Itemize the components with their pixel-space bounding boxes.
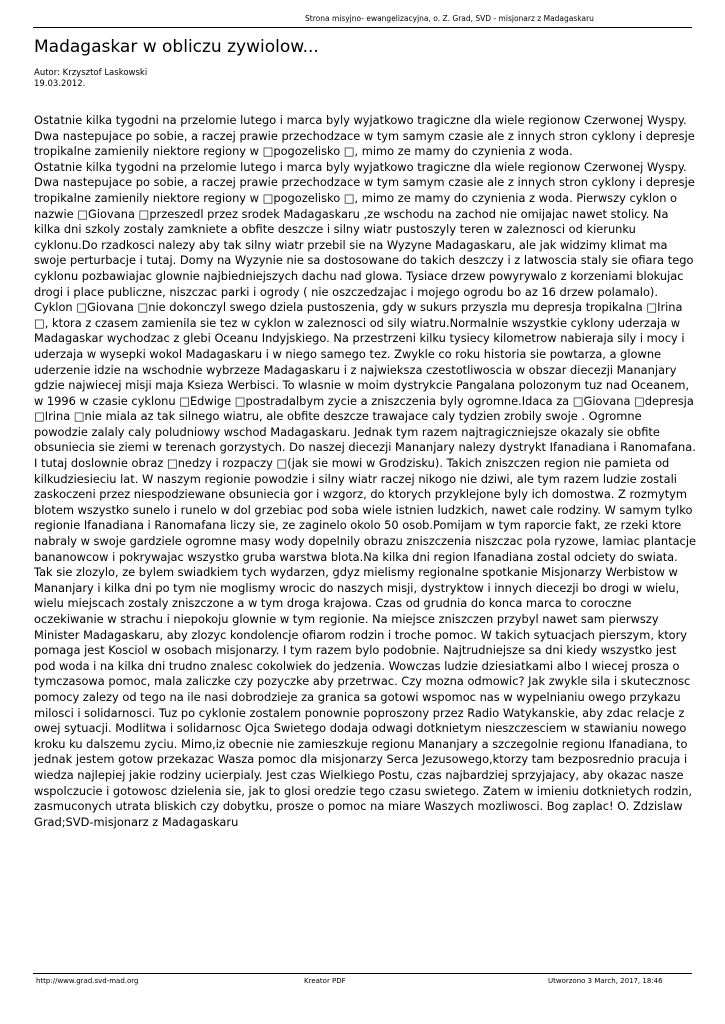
footer-generator: Kreator PDF [304,977,346,985]
footer-created: Utworzono 3 March, 2017, 18:46 [548,977,663,985]
paragraph-intro: Ostatnie kilka tygodni na przelomie lutego i marca byly wyjatkowo tragiczne dla wiele regionow Czerwonej Wyspy. Dwa nastepujace po sobie, a raczej prawie przechodzace w tym samym czasie ale z innych stron cyklony i depresje tropikalne zamienily niektore regiony w □pogozelisko □, mimo ze mamy do czynienia z woda. [34,113,695,159]
footer-divider [33,973,692,974]
footer-url: http://www.grad.svd-mad.org [36,977,139,985]
paragraph-main: Ostatnie kilka tygodni na przelomie lutego i marca byly wyjatkowo tragiczne dla wiele regionow Czerwonej Wyspy. Dwa nastepujace po sobie, a raczej prawie przechodzace w tym samym czasie ale z innych stron cyklony i depresje tropikalne zamienily niektore regiony w □pogozelisko □, mimo ze mamy do czynienia z woda. Pierwszy cyklon o nazwie □Giovana □przeszedl przez srodek Madagaskaru ,ze wschodu na zachod nie omijajac nawet stolicy. Na kilka dni szkoly zostaly zamkniete a obfite deszcze i silny wiatr pustoszyly teren w zaleznosci od kierunku cyklonu.Do rzadkosci nalezy aby tak silny wiatr przebil sie na Wyzyne Madagaskaru, ale jak widzimy klimat ma swoje perturbacje i tutaj. Domy na Wyzynie nie sa dostosowane do takich deszczy i z latwoscia staly sie ofiara tego cyklonu pozbawiajac glownie najbiedniejszych dachu nad glowa. Tysiace drzew powyrywalo z korzeniami blokujac drogi i place publiczne, niszczac parki i ogrody ( nie oszczedzajac i mojego ogrodu bo az 16 drzew polamalo). Cyklon □Giovana □nie dokonczyl swego dziela pustoszenia, gdy w sukurs przyszla mu depresja tropikalna □Irina □, ktora z czasem zamienila sie tez w cyklon w zaleznosci od sily wiatru.Normalnie wszystkie cyklony uderzaja w Madagaskar wychodzac z glebi Oceanu Indyjskiego. Na przestrzeni kilku tysiecy kilometrow nabieraja sily i mocy i uderzaja w wysepki wokol Madagaskaru i w niego samego tez. Zwykle co roku historia sie powtarza, a glowne uderzenie idzie na wschodnie wybrzeze Madagaskaru i z najwieksza czestotliwoscia w obszar diecezji Mananjary gdzie najwiecej misji maja Ksieza Werbisci. To wlasnie w moim dystrykcie Pangalana polozonym tuz nad Oceanem, w 1996 w czasie cyklonu □Edwige □postradalbym zycie a zniszczenia byly ogromne.Idaca za □Giovana □depresja □Irina □nie miala az tak silnego wiatru, ale obfite deszcze trawajace caly tydzien zrobily swoje . Ogromne powodzie zalaly caly poludniowy wschod Madagaskaru. Jednak tym razem najtragiczniejsze okazaly sie obfite obsuniecia sie ziemi w terenach gorzystych. Do naszej diecezji Mananjary nalezy dystrykt Ifanadiana i Ranomafana. I tutaj doslownie obraz □nedzy i rozpaczy □(jak sie mowi w Grodzisku). Takich zniszczen region nie pamieta od kilkudziesieciu lat. W naszym regionie powodzie i silny wiatr raczej nikogo nie dziwi, ale tym razem ludzie zostali zaskoczeni przez niespodziewane obsuniecia gor i wzgorz, do ktorych przyklejone byly ich domostwa. Z rozmytym blotem wszystko sunelo i runelo w dol grzebiac pod soba wiele istnien ludzkich, nawet cale rodziny. W samym tylko regionie Ifanadiana i Ranomafana liczy sie, ze zaginelo okolo 50 osob.Pomijam w tym raporcie fakt, ze rzeki ktore nabraly w swoje gardziele ogromne masy wody dopelnily obrazu zniszczenia niszczac pola ryzowe, lamiac plantacje bananowcow i pokrywajac wszystko gruba warstwa blota.Na kilka dni region Ifanadiana zostal odciety do swiata. Tak sie zlozylo, ze bylem swiadkiem tych wydarzen, gdyz mielismy regionalne spotkanie Misjonarzy Werbistow w Mananjary i kilka dni po tym nie moglismy wrocic do naszych misji, dystryktow i innych diecezji bo drogi w wielu, wielu miejscach zostaly zniszczone a w tym droga krajowa. Czas od grudnia do konca marca to coroczne oczekiwanie w strachu i niepokoju glownie w tym regionie. Na miejsce zniszczen przybyl nawet sam pierwszy Minister Madagaskaru, aby zlozyc kondolencje ofiarom rodzin i troche pomoc. W takich sytuacjach pierszym, ktory pomaga jest Kosciol w osobach misjonarzy. I tym razem bylo podobnie. Najtrudniejsze sa dni kiedy wszystko jest pod woda i na kilka dni trudno znalesc cokolwiek do jedzenia. Wowczas ludzie dziesiatkami albo I wiecej prosza o tymczasowa pomoc, mala zaliczke czy pozyczke aby przetrwac. Czy mozna odmowic? Jak zwykle sila i skutecznosc pomocy zalezy od tego na ile nasi dobrodzieje za granica sa gotowi wspomoc nas w wypelnianiu owego przykazu milosci i solidarnosci. Tuz po cyklonie zostalem ponownie poproszony przez Radio Watykanskie, aby zdac relacje z owej sytuacji. Modlitwa i solidarnosc Ojca Swietego dodaja odwagi dotknietym nieszczesciem w stawianiu nowego kroku ku dalszemu zyciu. Mimo,iz obecnie nie zamieszkuje regionu Mananjary a szczegolnie regionu Ifanadiana, to jednak jestem gotow przekazac Wasza pomoc dla misjonarzy Serca Jezusowego,ktorzy tam bezposrednio pracuja i wiedza najlepiej jakie rodziny ucierpialy. Jest czas Wielkiego Postu, czas najbardziej sprzyjajacy, aby okazac nasze wspolczucie i gotowosc dzielenia sie, jak to glosi oredzie tego czasu swietego. Zatem w imieniu dotknietych rodzin, zasmuconych utrata bliskich czy dobytku, prosze o pomoc na miare Waszych mozliwosci. Bog zaplac! O. Zdzislaw Grad;SVD-misjonarz z Madagaskaru [34,159,696,829]
author-line: Autor: Krzysztof Laskowski [34,68,148,78]
article-meta [34,68,147,90]
article-body [34,113,698,830]
page-header-text: Strona misyjno- ewangelizacyjna, o. Z. Grad, SVD - misjonarz z Madagaskaru [305,14,594,23]
header-divider [33,27,692,28]
article-title: Madagaskar w obliczu zywiolow... [34,37,319,57]
publish-date: 19.03.2012. [34,79,86,89]
